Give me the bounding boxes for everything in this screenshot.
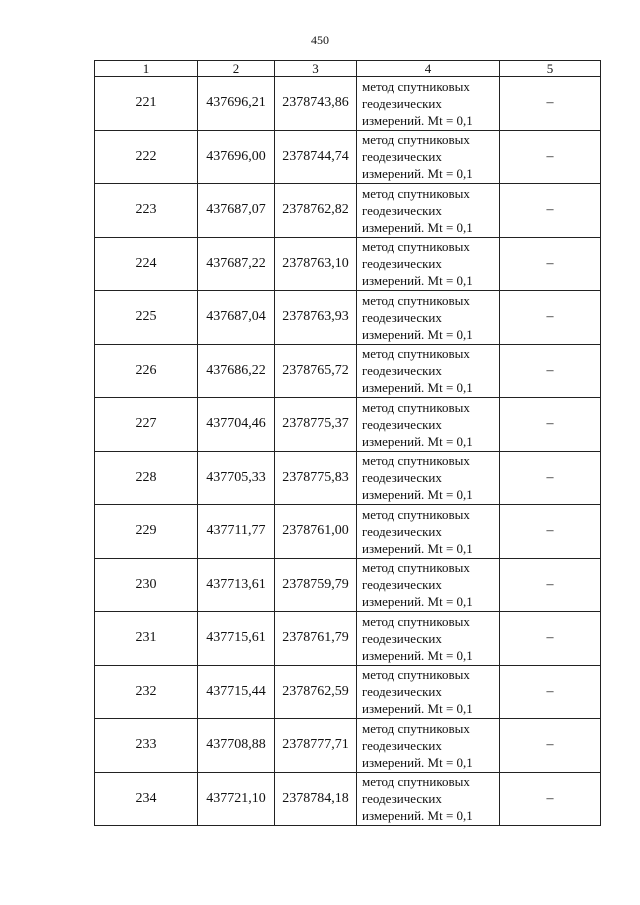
table-row: [95, 665, 601, 719]
point-number-cell: 223: [95, 184, 198, 238]
point-number-cell: 229: [95, 505, 198, 559]
x-coordinate-cell: 437708,88: [198, 719, 275, 773]
point-number-cell: 221: [95, 77, 198, 131]
method-line: геодезических: [362, 149, 442, 165]
point-number-cell: 230: [95, 558, 198, 612]
point-number-cell: 222: [95, 130, 198, 184]
x-coordinate-cell: 437687,22: [198, 237, 275, 291]
method-cell: [357, 719, 500, 773]
method-cell: [357, 558, 500, 612]
y-coordinate-cell: 2378763,10: [275, 237, 357, 291]
method-line: геодезических: [362, 95, 442, 111]
table-row: [95, 130, 601, 184]
method-line: метод спутниковых: [362, 667, 470, 683]
method-line: геодезических: [362, 363, 442, 379]
method-line: измерений. Mt = 0,1: [362, 219, 473, 235]
x-coordinate-cell: 437721,10: [198, 772, 275, 826]
y-coordinate-cell: 2378759,79: [275, 558, 357, 612]
column-5-cell: –: [500, 451, 601, 505]
method-line: геодезических: [362, 309, 442, 325]
column-5-cell: –: [500, 291, 601, 345]
table-row: [95, 77, 601, 131]
method-line: геодезических: [362, 256, 442, 272]
column-5-cell: –: [500, 398, 601, 452]
method-line: геодезических: [362, 684, 442, 700]
method-line: геодезических: [362, 737, 442, 753]
method-line: геодезических: [362, 470, 442, 486]
y-coordinate-cell: 2378762,82: [275, 184, 357, 238]
method-cell: [357, 344, 500, 398]
x-coordinate-cell: 437687,04: [198, 291, 275, 345]
column-5-cell: –: [500, 772, 601, 826]
y-coordinate-cell: 2378763,93: [275, 291, 357, 345]
table-row: [95, 398, 601, 452]
column-5-cell: –: [500, 130, 601, 184]
y-coordinate-cell: 2378775,83: [275, 451, 357, 505]
method-line: геодезических: [362, 416, 442, 432]
method-line: измерений. Mt = 0,1: [362, 647, 473, 663]
method-line: измерений. Mt = 0,1: [362, 433, 473, 449]
table-row: [95, 291, 601, 345]
y-coordinate-cell: 2378777,71: [275, 719, 357, 773]
point-number-cell: 232: [95, 665, 198, 719]
method-line: измерений. Mt = 0,1: [362, 808, 473, 824]
y-coordinate-cell: 2378762,59: [275, 665, 357, 719]
x-coordinate-cell: 437687,07: [198, 184, 275, 238]
y-coordinate-cell: 2378765,72: [275, 344, 357, 398]
method-line: метод спутниковых: [362, 185, 470, 201]
y-coordinate-cell: 2378743,86: [275, 77, 357, 131]
column-5-cell: –: [500, 344, 601, 398]
x-coordinate-cell: 437713,61: [198, 558, 275, 612]
column-5-cell: –: [500, 237, 601, 291]
method-line: метод спутниковых: [362, 613, 470, 629]
column-5-cell: –: [500, 612, 601, 666]
method-line: геодезических: [362, 523, 442, 539]
point-number-cell: 231: [95, 612, 198, 666]
method-line: геодезических: [362, 791, 442, 807]
method-line: метод спутниковых: [362, 132, 470, 148]
column-5-cell: –: [500, 719, 601, 773]
y-coordinate-cell: 2378761,00: [275, 505, 357, 559]
point-number-cell: 228: [95, 451, 198, 505]
column-header-1: 1: [95, 61, 198, 77]
table-row: [95, 451, 601, 505]
table-row: [95, 772, 601, 826]
method-cell: [357, 237, 500, 291]
method-cell: [357, 612, 500, 666]
method-line: измерений. Mt = 0,1: [362, 701, 473, 717]
column-5-cell: –: [500, 77, 601, 131]
method-line: геодезических: [362, 577, 442, 593]
table-row: [95, 558, 601, 612]
method-cell: [357, 398, 500, 452]
x-coordinate-cell: 437696,00: [198, 130, 275, 184]
column-5-cell: –: [500, 665, 601, 719]
point-number-cell: 227: [95, 398, 198, 452]
x-coordinate-cell: 437711,77: [198, 505, 275, 559]
method-line: измерений. Mt = 0,1: [362, 380, 473, 396]
column-header-5: 5: [500, 61, 601, 77]
method-cell: [357, 184, 500, 238]
method-line: измерений. Mt = 0,1: [362, 594, 473, 610]
method-cell: [357, 505, 500, 559]
method-cell: [357, 291, 500, 345]
method-line: метод спутниковых: [362, 399, 470, 415]
column-header-4: 4: [357, 61, 500, 77]
column-5-cell: –: [500, 558, 601, 612]
column-5-cell: –: [500, 184, 601, 238]
x-coordinate-cell: 437696,21: [198, 77, 275, 131]
x-coordinate-cell: 437705,33: [198, 451, 275, 505]
table-header-row: [95, 61, 601, 77]
method-line: измерений. Mt = 0,1: [362, 166, 473, 182]
y-coordinate-cell: 2378744,74: [275, 130, 357, 184]
method-line: метод спутниковых: [362, 239, 470, 255]
column-header-3: 3: [275, 61, 357, 77]
table-row: [95, 237, 601, 291]
point-number-cell: 225: [95, 291, 198, 345]
method-line: геодезических: [362, 630, 442, 646]
table-row: [95, 719, 601, 773]
method-line: метод спутниковых: [362, 774, 470, 790]
x-coordinate-cell: 437715,44: [198, 665, 275, 719]
method-line: измерений. Mt = 0,1: [362, 754, 473, 770]
y-coordinate-cell: 2378775,37: [275, 398, 357, 452]
method-line: метод спутниковых: [362, 453, 470, 469]
point-number-cell: 234: [95, 772, 198, 826]
table-row: [95, 612, 601, 666]
method-cell: [357, 77, 500, 131]
method-line: измерений. Mt = 0,1: [362, 112, 473, 128]
method-line: метод спутниковых: [362, 78, 470, 94]
method-cell: [357, 130, 500, 184]
method-line: измерений. Mt = 0,1: [362, 326, 473, 342]
method-line: измерений. Mt = 0,1: [362, 540, 473, 556]
method-line: измерений. Mt = 0,1: [362, 273, 473, 289]
column-header-2: 2: [198, 61, 275, 77]
method-cell: [357, 665, 500, 719]
method-cell: [357, 772, 500, 826]
method-line: метод спутниковых: [362, 560, 470, 576]
column-5-cell: –: [500, 505, 601, 559]
point-number-cell: 226: [95, 344, 198, 398]
x-coordinate-cell: 437686,22: [198, 344, 275, 398]
table-row: [95, 505, 601, 559]
table-body: [95, 77, 601, 826]
x-coordinate-cell: 437704,46: [198, 398, 275, 452]
method-line: метод спутниковых: [362, 292, 470, 308]
method-cell: [357, 451, 500, 505]
method-line: измерений. Mt = 0,1: [362, 487, 473, 503]
point-number-cell: 224: [95, 237, 198, 291]
y-coordinate-cell: 2378761,79: [275, 612, 357, 666]
method-line: метод спутниковых: [362, 346, 470, 362]
page-number: 450: [311, 33, 329, 47]
method-line: метод спутниковых: [362, 506, 470, 522]
method-line: геодезических: [362, 202, 442, 218]
coordinates-table: [94, 60, 601, 826]
y-coordinate-cell: 2378784,18: [275, 772, 357, 826]
point-number-cell: 233: [95, 719, 198, 773]
x-coordinate-cell: 437715,61: [198, 612, 275, 666]
table-row: [95, 344, 601, 398]
method-line: метод спутниковых: [362, 720, 470, 736]
table-row: [95, 184, 601, 238]
